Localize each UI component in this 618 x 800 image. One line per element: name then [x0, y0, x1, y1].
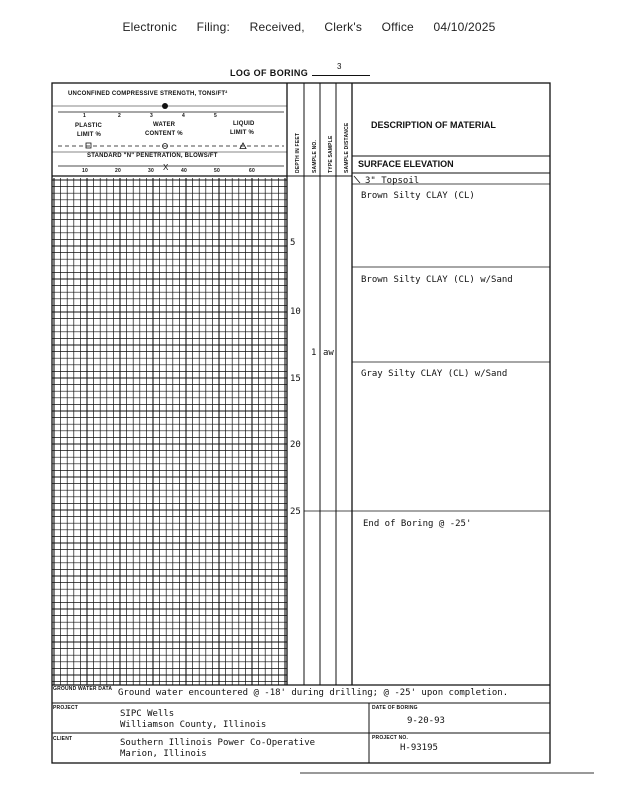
ucs-tick-4: 4	[182, 113, 185, 119]
description-header: DESCRIPTION OF MATERIAL	[371, 120, 496, 130]
plot-grid	[52, 178, 287, 685]
spt-tick-30: 30	[148, 168, 154, 174]
date-of-boring-label: DATE OF BORING	[372, 705, 418, 711]
water-label-2: CONTENT %	[145, 131, 183, 137]
plastic-label-1: PLASTIC	[75, 123, 103, 129]
spt-symbol: X	[163, 163, 169, 172]
boring-number: 3	[337, 62, 342, 71]
surface-elevation-header: SURFACE ELEVATION	[358, 159, 454, 169]
client-label: CLIENT	[53, 736, 73, 742]
depth-tick-5: 5	[290, 238, 296, 248]
client-line-1: Southern Illinois Power Co-Operative	[120, 738, 316, 748]
date-of-boring-value: 9-20-93	[407, 716, 445, 726]
project-no-value: H-93195	[400, 743, 438, 753]
plastic-limit-symbol	[86, 143, 91, 148]
depth-tick-15: 15	[290, 374, 301, 384]
plastic-label-2: LIMIT %	[77, 132, 102, 138]
type-sample-header: TYPE SAMPLE	[328, 135, 334, 173]
filing-word-2: Filing:	[196, 20, 231, 34]
depth-tick-20: 20	[290, 440, 301, 450]
ucs-symbol	[162, 103, 168, 109]
spt-label: STANDARD "N" PENETRATION, BLOWS/FT	[87, 153, 218, 159]
sample-no-header: SAMPLE NO.	[312, 139, 318, 173]
client-line-2: Marion, Illinois	[120, 749, 207, 759]
ucs-label: UNCONFINED COMPRESSIVE STRENGTH, TONS/FT²	[68, 91, 228, 97]
project-no-label: PROJECT NO.	[372, 735, 409, 741]
topsoil-mark	[354, 176, 360, 183]
stratum-topsoil: 3" Topsoil	[365, 176, 420, 186]
sample-distance-header: SAMPLE DISTANCE	[344, 122, 350, 173]
ground-water-label: GROUND WATER DATA	[53, 686, 113, 692]
filing-word-5: Office	[381, 20, 414, 34]
filing-word-1: Electronic	[122, 20, 178, 34]
ucs-tick-3: 3	[150, 113, 153, 119]
sample-number: 1	[311, 348, 317, 358]
depth-tick-25: 25	[290, 507, 301, 517]
filing-word-4: Clerk's	[324, 20, 363, 34]
ucs-tick-1: 1	[83, 113, 86, 119]
spt-tick-50: 50	[214, 168, 220, 174]
ucs-tick-5: 5	[214, 113, 217, 119]
ground-water-text: Ground water encountered @ -18' during drilling; @ -25' upon completion.	[118, 688, 509, 698]
sample-type: aw	[323, 348, 334, 358]
spt-tick-10: 10	[82, 168, 88, 174]
spt-tick-40: 40	[181, 168, 187, 174]
spt-tick-20: 20	[115, 168, 121, 174]
liquid-label-2: LIMIT %	[230, 130, 255, 136]
stratum-2: Brown Silty CLAY (CL) w/Sand	[361, 275, 513, 285]
project-label: PROJECT	[53, 705, 79, 711]
log-title: LOG OF BORING	[230, 68, 309, 78]
stratum-end: End of Boring @ -25'	[363, 519, 472, 529]
stratum-3: Gray Silty CLAY (CL) w/Sand	[361, 369, 508, 379]
stratum-1: Brown Silty CLAY (CL)	[361, 191, 475, 201]
water-label-1: WATER	[153, 122, 176, 128]
project-line-1: SIPC Wells	[120, 709, 175, 719]
depth-tick-10: 10	[290, 307, 301, 317]
project-line-2: Williamson County, Illinois	[120, 720, 267, 730]
liquid-label-1: LIQUID	[233, 121, 255, 127]
depth-column-header: DEPTH IN FEET	[295, 132, 301, 173]
spt-tick-60: 60	[249, 168, 255, 174]
ucs-tick-2: 2	[118, 113, 121, 119]
filing-date: 04/10/2025	[433, 20, 496, 34]
filing-word-3: Received,	[249, 20, 305, 34]
